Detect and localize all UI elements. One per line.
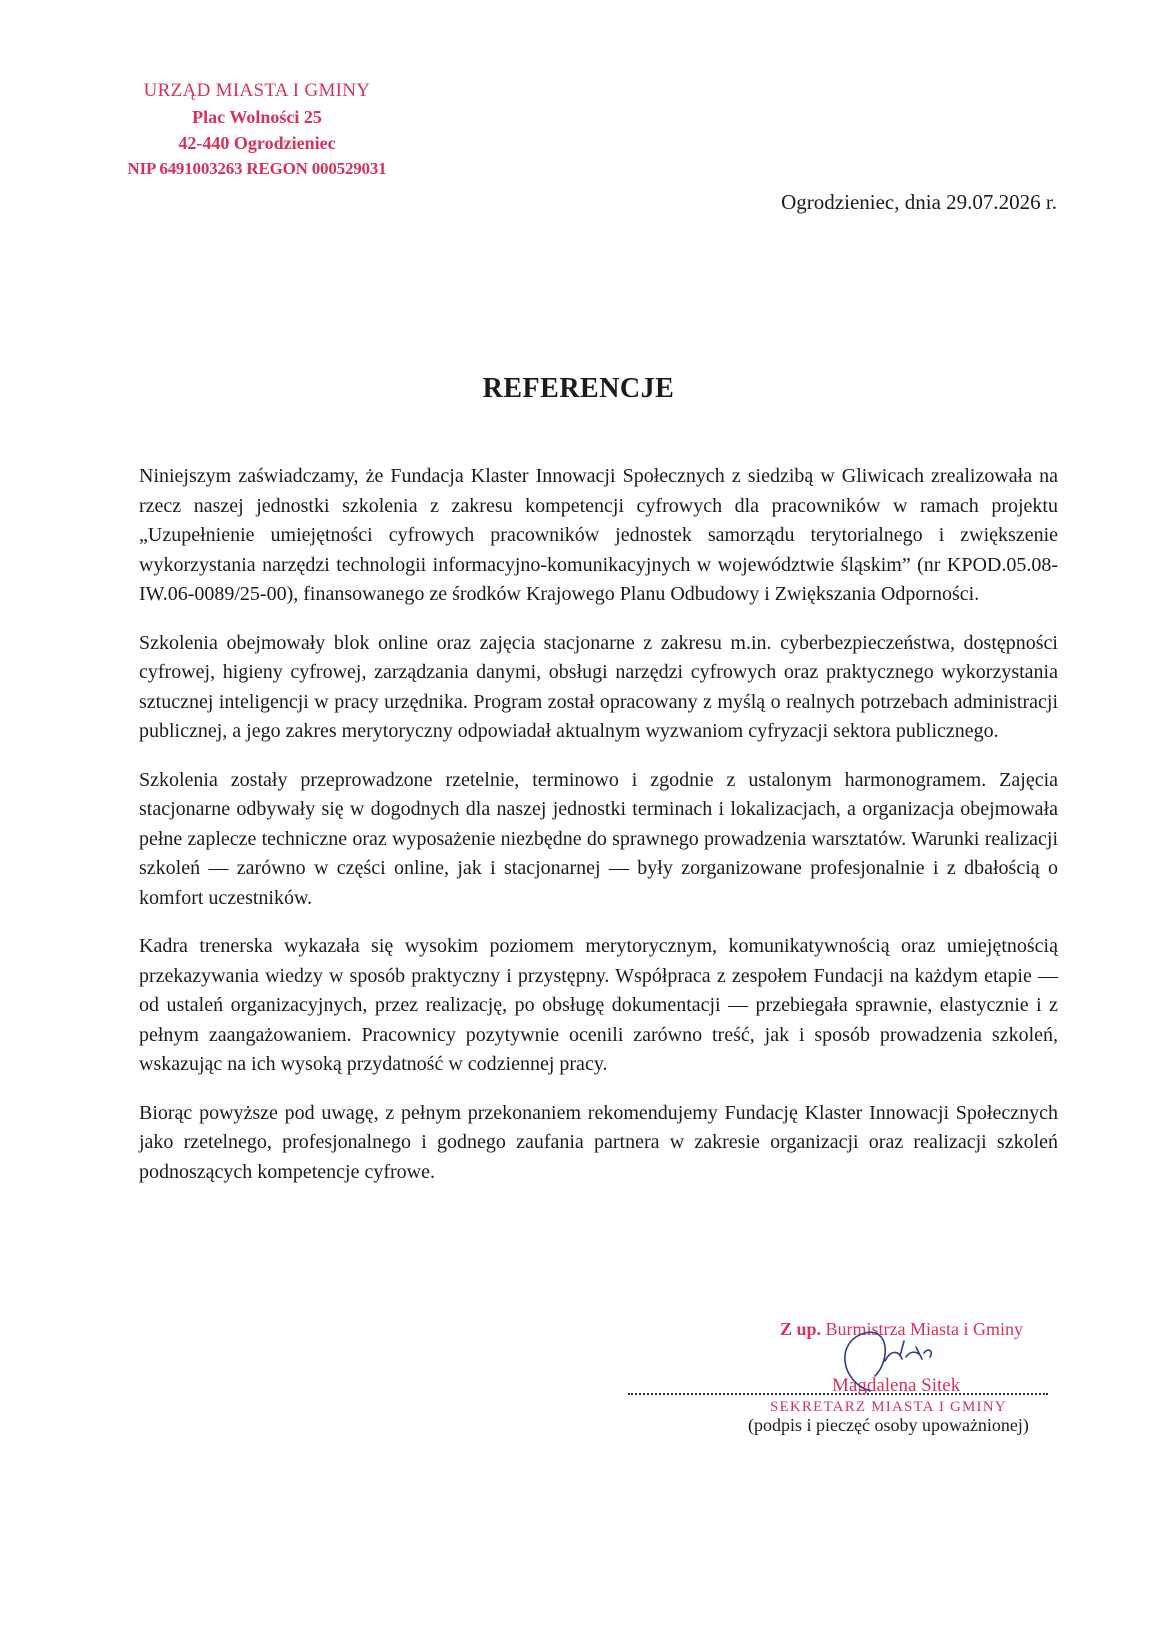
document-body <box>139 462 1058 1206</box>
signature-stamp-name: Magdalena Sitek <box>832 1375 961 1396</box>
signature-block <box>620 1315 1070 1435</box>
paragraph-2: Szkolenia obejmowały blok online oraz zajęcia stacjonarne z zakresu m.in. cyberbezpieczeństwa, dostępności cyfrowej, higieny cyfrowej, zarządzania danymi, obsługi narzędzi cyfrowych oraz praktycznego wykorzystania sztucznej inteligencji w pracy urzędnika. Program został opracowany z myślą o realnych potrzebach administracji publicznej, a jego zakres merytoryczny odpowiadał aktualnym wyzwaniom cyfryzacji sektora publicznego. <box>139 631 1058 742</box>
signature-stamp-role: SEKRETARZ MIASTA I GMINY <box>770 1399 1007 1415</box>
signature-stamp-prefix: Z up. <box>780 1319 822 1339</box>
signature-caption: (podpis i pieczęć osoby upoważnionej) <box>748 1415 1029 1435</box>
paragraph-3: Szkolenia zostały przeprowadzone rzetelnie, terminowo i zgodnie z ustalonym harmonogramem. Zajęcia stacjonarne odbywały się w dogodnych dla naszej jednostki terminach i lokalizacjach, a organizacja obejmowała pełne zaplecze techniczne oraz wyposażenie niezbędne do sprawnego prowadzenia warsztatów. Warunki realizacji szkoleń — zarówno w części online, jak i stacjonarnej — były zorganizowane profesjonalnie i z dbałością o komfort uczestników. <box>139 768 1058 909</box>
document-title: REFERENCJE <box>482 373 675 404</box>
paragraph-5: Biorąc powyższe pod uwagę, z pełnym przekonaniem rekomendujemy Fundację Klaster Innowacji Społecznych jako rzetelnego, profesjonalnego i godnego zaufania partnera w zakresie organizacji oraz realizacji szkoleń podnoszących kompetencje cyfrowe. <box>139 1101 1058 1183</box>
document-date: Ogrodzieniec, dnia 29.07.2026 r. <box>781 190 1057 214</box>
stamp-postal-city: 42-440 Ogrodzieniec <box>178 133 336 153</box>
paragraph-4: Kadra trenerska wykazała się wysokim poziomem merytorycznym, komunikatywnością oraz umiejętnością przekazywania wiedzy w sposób praktyczny i przystępny. Współpraca z zespołem Fundacji na każdym etapie — od ustaleń organizacyjnych, przez realizację, po obsługę dokumentacji — przebiegała sprawnie, elastycznie i z pełnym zaangażowaniem. Pracownicy pozytywnie ocenili zarówno treść, jak i sposób prowadzenia szkoleń, wskazując na ich wysoką przydatność w codziennej pracy. <box>139 935 1058 1075</box>
stamp-street: Plac Wolności 25 <box>192 107 322 127</box>
stamp-tax-ids: NIP 6491003263 REGON 000529031 <box>127 159 387 178</box>
paragraph-1: Niniejszym zaświadczamy, że Fundacja Klaster Innowacji Społecznych z siedzibą w Gliwicach zrealizowała na rzecz naszej jednostki szkolenia z zakresu kompetencji cyfrowych dla pracowników w ramach projektu „Uzupełnienie umiejętności cyfrowych pracowników jednostek samorządu terytorialnego i zwiększenie wykorzystania narzędzi technologii informacyjno-komunikacyjnych w województwie śląskim” (nr KPOD.05.08-IW.06-0089/25-00), finansowanego ze środków Krajowego Planu Odbudowy i Zwiększania Odporności. <box>139 465 1058 605</box>
signature-stamp-authority: Burmistrza Miasta i Gminy <box>825 1319 1024 1339</box>
office-stamp <box>92 78 422 182</box>
handwritten-signature-icon <box>830 1321 940 1401</box>
stamp-office-name: URZĄD MIASTA I GMINY <box>143 80 371 101</box>
